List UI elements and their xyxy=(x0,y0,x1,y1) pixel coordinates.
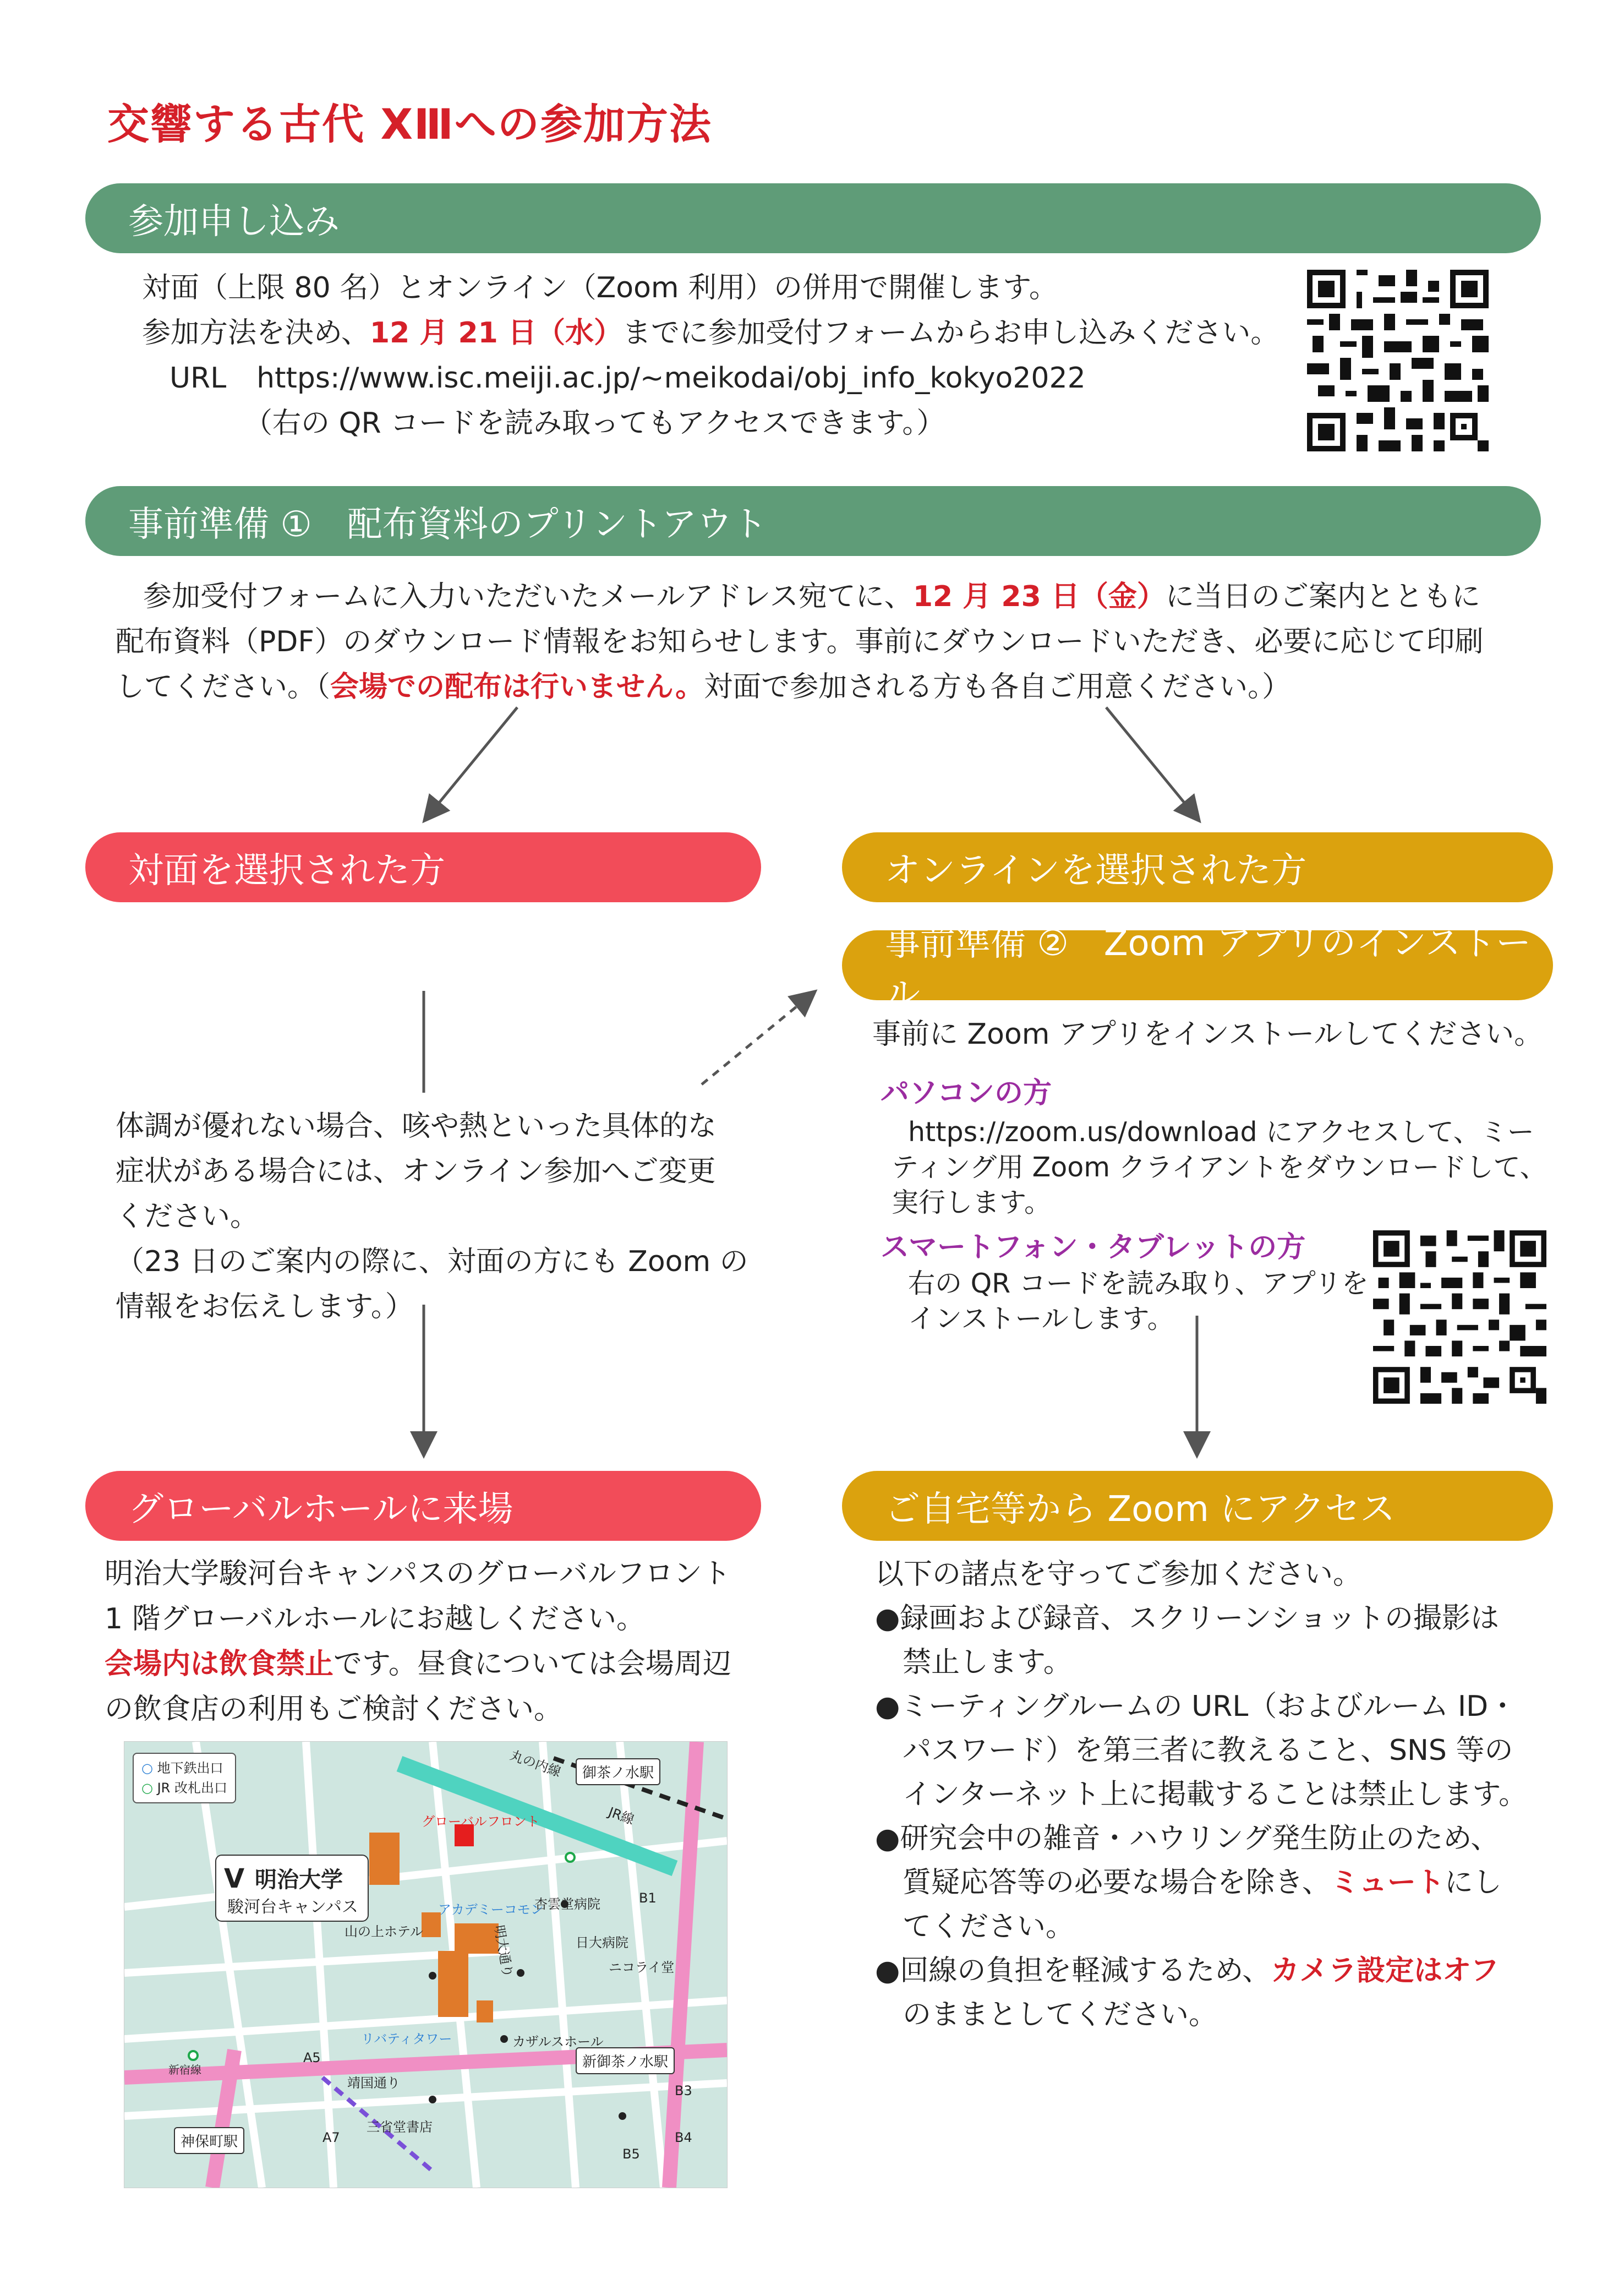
prep1-line3-before: してください。（ xyxy=(116,670,331,704)
prep2-intro: 事前に Zoom アプリをインストールしてください。 xyxy=(872,1018,1543,1051)
map-label-shin-ochanomizu: 新御茶ノ水駅 xyxy=(576,2047,675,2074)
pc-section xyxy=(881,1071,1052,1116)
map-label-b3: B3 xyxy=(675,2083,692,2098)
venue-line2: 1 階グローバルホールにお越しください。 xyxy=(105,1602,645,1635)
prep1-header: 事前準備 ① 配布資料のプリントアウト xyxy=(85,486,1541,556)
prep1-line2: 配布資料（PDF）のダウンロード情報をお知らせします。事前にダウンロードいただき、必要に応じて印刷 xyxy=(116,625,1484,658)
rule3-line2 xyxy=(875,1861,1527,1905)
map-label-a5: A5 xyxy=(303,2050,321,2065)
map-label-casals: カザルスホール xyxy=(512,2034,604,2049)
rule4-before: ●回線の負担を軽減するため、 xyxy=(875,1954,1271,1987)
meiji-logo xyxy=(215,1855,369,1922)
pc-heading: パソコンの方 xyxy=(881,1077,1052,1110)
map-label-academy: アカデミーコモン xyxy=(438,1902,544,1917)
online-header: オンラインを選択された方 xyxy=(842,832,1553,902)
map-label-marunouchi: 丸の内線 xyxy=(508,1747,564,1780)
no-food-notice: 会場内は飲食禁止 xyxy=(105,1648,334,1681)
pc-instructions xyxy=(892,1115,1547,1220)
mobile-section xyxy=(881,1225,1305,1270)
registration-url-link[interactable]: https://www.isc.meiji.ac.jp/~meikodai/obj_info_kokyo2022 xyxy=(256,362,1086,395)
url-label: URL xyxy=(169,362,227,395)
venue-line4: の飲食店の利用もご検討ください。 xyxy=(105,1693,563,1726)
prep2-header: 事前準備 ② Zoom アプリのインストール xyxy=(842,930,1553,1000)
map-label-jimbocho: 神保町駅 xyxy=(174,2127,244,2154)
rule3-line2-after: にし xyxy=(1444,1866,1502,1899)
map-label-kyoundo: 杏雲堂病院 xyxy=(534,1896,600,1912)
prep1-date: 12 月 23 日（金） xyxy=(912,580,1166,613)
map-label-yasukuni: 靖国通り xyxy=(347,2075,400,2091)
arrow-dashed-switch xyxy=(702,996,809,1084)
map-label-shinjuku-line: 新宿線 xyxy=(168,2063,201,2076)
legend-subway-label: 地下鉄出口 xyxy=(157,1760,223,1776)
zoom-rules xyxy=(875,1552,1527,2037)
map-label-liberty: リバティタワー xyxy=(361,2031,452,2047)
inperson-note-line4: （23 日のご案内の際に、対面の方にも Zoom の xyxy=(116,1245,748,1278)
map-label-yamanoue: 山の上ホテル xyxy=(345,1924,423,1939)
rule3-mute: ミュート xyxy=(1330,1866,1445,1899)
venue-line1: 明治大学駿河台キャンパスのグローバルフロント xyxy=(105,1557,731,1590)
mobile-line2: インストールします。 xyxy=(908,1303,1174,1334)
rules-intro: 以下の諸点を守ってご参加ください。 xyxy=(875,1558,1362,1591)
access-header: ご自宅等から Zoom にアクセス xyxy=(842,1471,1553,1541)
inperson-note-line5: 情報をお伝えします。） xyxy=(116,1290,414,1323)
legend-jr-label: JR 改札出口 xyxy=(157,1780,227,1796)
rule4-line2: のままとしてください。 xyxy=(903,1998,1218,2031)
legend-subway: ○ 地下鉄出口 xyxy=(141,1760,223,1776)
arrow-to-online xyxy=(1106,707,1194,815)
page-title: 交響する古代 XⅢへの参加方法 xyxy=(107,100,712,149)
rule4-camera-off: カメラ設定はオフ xyxy=(1271,1954,1499,1987)
map-label-a7: A7 xyxy=(322,2130,340,2145)
legend-jr: ○ JR 改札出口 xyxy=(141,1780,227,1796)
registration-deadline: 12 月 21 日（水） xyxy=(369,317,622,350)
map-label-nikolai: ニコライ堂 xyxy=(609,1960,675,1975)
prep1-line1-after: に当日のご案内とともに xyxy=(1165,580,1480,613)
map-label-sanseido: 三省堂書店 xyxy=(367,2119,433,2135)
prep1-line3-after: 対面で参加される方も各自ご用意ください。） xyxy=(704,670,1291,704)
map-label-ochanomizu: 御茶ノ水駅 xyxy=(576,1758,660,1785)
map-legend xyxy=(133,1753,236,1803)
rule4-line1 xyxy=(875,1949,1527,1993)
mobile-instructions xyxy=(908,1266,1369,1337)
mobile-heading: スマートフォン・タブレットの方 xyxy=(881,1231,1306,1264)
inperson-note-line3: ください。 xyxy=(116,1200,259,1233)
pc-line2: ティング用 Zoom クライアントをダウンロードして、 xyxy=(892,1152,1547,1183)
rule3-line3: てください。 xyxy=(903,1910,1075,1943)
zoom-app-qr-code xyxy=(1373,1230,1546,1404)
venue-line3-after: です。昼食については会場周辺 xyxy=(333,1648,731,1681)
registration-qr-note: （右の QR コードを読み取ってもアクセスできます。） xyxy=(244,407,945,440)
inperson-note-line2: 症状がある場合には、オンライン参加へご変更 xyxy=(116,1155,716,1188)
arrow-to-inperson xyxy=(429,707,517,815)
inperson-note xyxy=(116,1104,748,1329)
venue-line3 xyxy=(105,1642,731,1687)
rule1-line1: ●録画および録音、スクリーンショットの撮影は xyxy=(875,1602,1499,1635)
rule2-line1: ●ミーティングルームの URL（およびルーム ID・ xyxy=(875,1690,1517,1723)
rule3-line1: ●研究会中の雑音・ハウリング発生防止のため、 xyxy=(875,1822,1500,1855)
prep1-line1-before: 参加受付フォームに入力いただいたメールアドレス宛てに、 xyxy=(143,580,913,613)
map-label-b1: B1 xyxy=(639,1890,657,1906)
venue-header: グローバルホールに来場 xyxy=(85,1471,761,1541)
campus-map xyxy=(124,1741,728,2188)
mobile-line1: 右の QR コードを読み取り、アプリを xyxy=(908,1268,1369,1299)
rule3-line2-before: 質疑応答等の必要な場合を除き、 xyxy=(903,1866,1331,1899)
rule2-line2: パスワード）を第三者に教えること、SNS 等の xyxy=(903,1734,1513,1767)
logo-campus: 駿河台キャンパス xyxy=(227,1898,358,1917)
pc-line3: 実行します。 xyxy=(892,1187,1052,1218)
registration-line1: 対面（上限 80 名）とオンライン（Zoom 利用）の併用で開催します。 xyxy=(142,271,1058,304)
registration-line2-after: までに参加受付フォームからお申し込みください。 xyxy=(622,317,1279,350)
map-label-b5: B5 xyxy=(622,2146,640,2162)
logo-mark-icon: V xyxy=(224,1863,245,1894)
rule2-line3: インターネット上に掲載することは禁止します。 xyxy=(903,1778,1528,1811)
map-label-jr-line: JR線 xyxy=(606,1804,637,1828)
rule1-line2: 禁止します。 xyxy=(903,1646,1072,1679)
prep1-no-distribution: 会場での配布は行いません。 xyxy=(330,670,704,704)
pc-line1: https://zoom.us/download にアクセスして、ミー xyxy=(908,1116,1534,1148)
map-label-global-front: グローバルフロント xyxy=(422,1814,540,1829)
inperson-note-line1: 体調が優れない場合、咳や熱といった具体的な xyxy=(116,1110,717,1143)
registration-line2-before: 参加方法を決め、 xyxy=(142,317,370,350)
registration-header: 参加申し込み xyxy=(85,183,1541,253)
map-label-b4: B4 xyxy=(675,2130,692,2145)
venue-text xyxy=(105,1551,731,1732)
map-label-nichidai: 日大病院 xyxy=(576,1935,628,1950)
logo-name: 明治大学 xyxy=(255,1867,343,1893)
map-label-meidai-dori: 明大通り xyxy=(491,1924,516,1979)
inperson-header: 対面を選択された方 xyxy=(85,832,761,902)
